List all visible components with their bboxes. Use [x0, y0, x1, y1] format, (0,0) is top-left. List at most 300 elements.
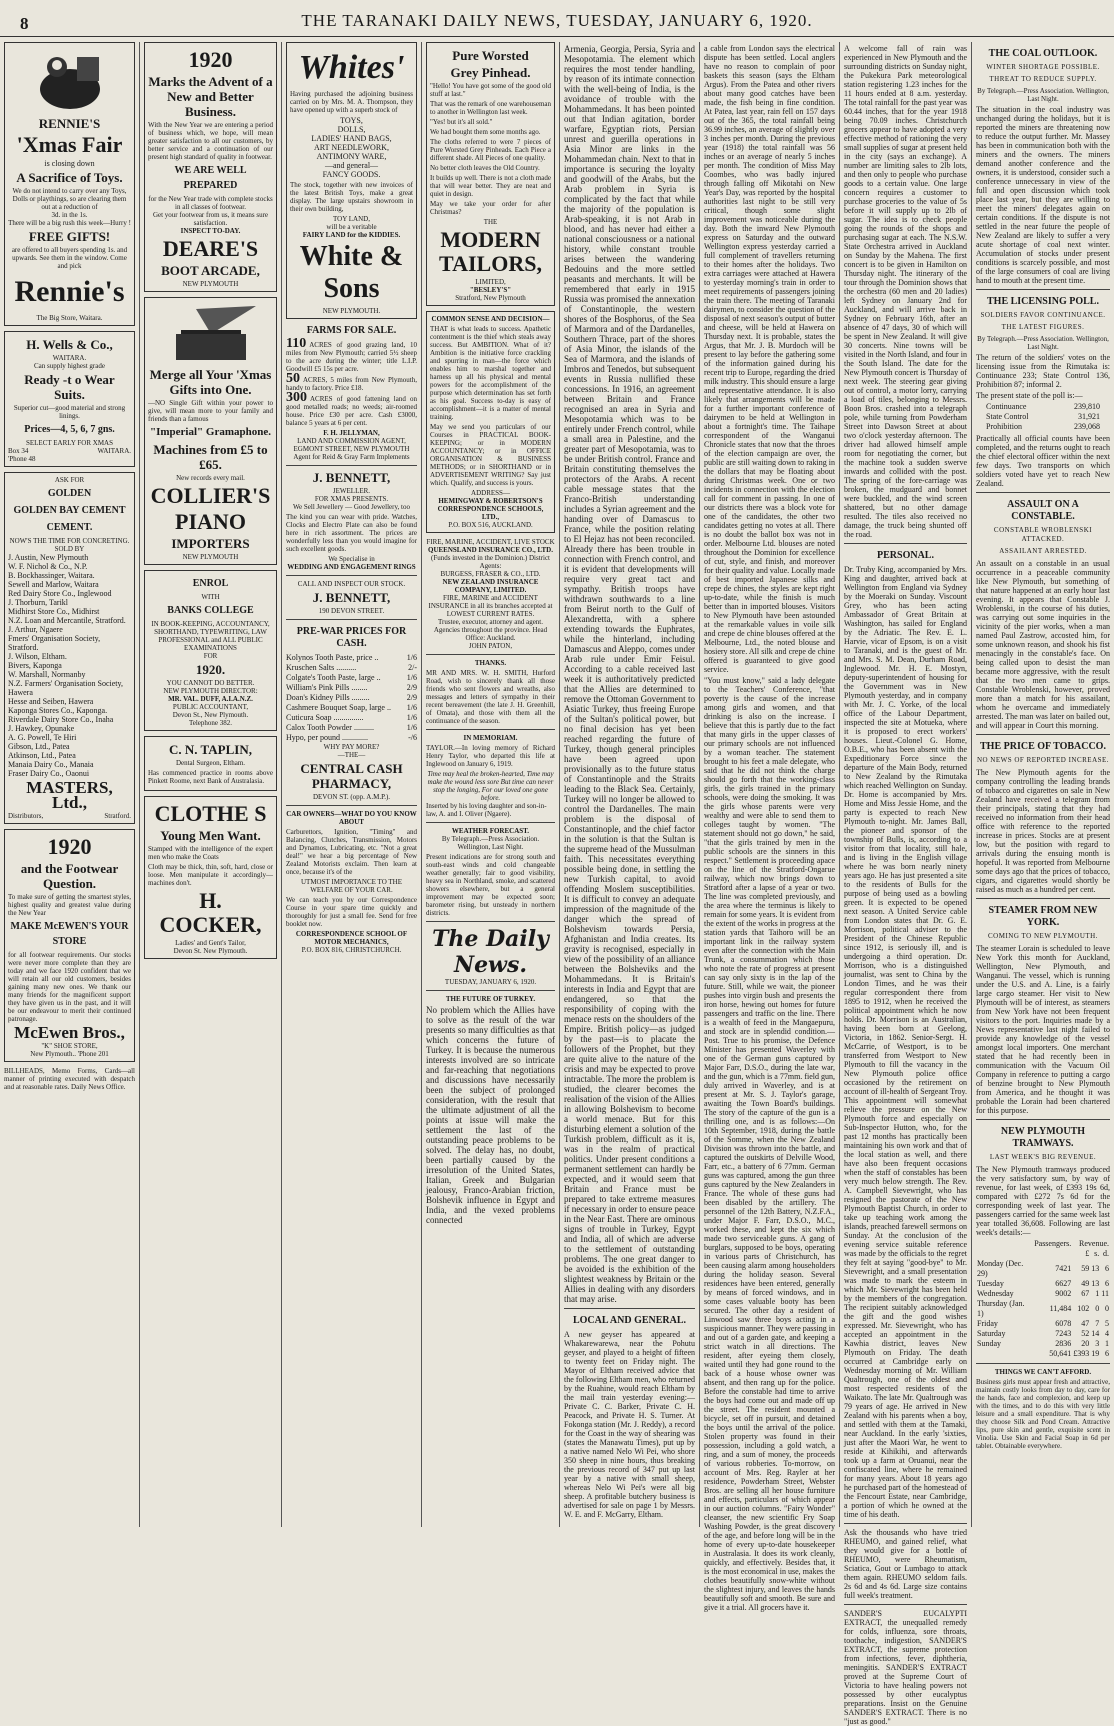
tram-cell: 47: [1081, 1319, 1090, 1328]
poll-body2: Practically all official counts have been completed, and the returns ought to reach the chief electoral officer within the next few days. Two transports on which soldiers voted have yet to reach New Zealand.: [976, 434, 1110, 488]
wells-wt: WAITARA.: [97, 447, 131, 455]
tram-cell: 6078: [1055, 1319, 1072, 1328]
price-value: 1/6: [406, 653, 417, 662]
memoriam-verse: Time may heal the broken-hearted, Time may make the wound less sore But time can never stop the longing, For our loved one gone before.: [427, 770, 554, 802]
insurance-ad: [426, 538, 555, 650]
wells-select: SELECT EARLY FOR XMAS: [25, 439, 113, 447]
cement-stockist: Midhirst Store Co., Midhirst: [8, 607, 100, 616]
motor-imp: UTMOST IMPORTANCE TO THE WELFARE OF YOUR CAR.: [301, 878, 402, 894]
tram-cell: 2836: [1055, 1339, 1072, 1348]
price-item: William's Pink Pills ........: [286, 683, 368, 692]
bennett-body: The kind you can wear with pride. Watches, Clocks and Electro Plate can also be found here in rich assortment. The prices are wonderfully less than you would imagine for such excellent goods.: [286, 513, 417, 553]
price-row: [286, 733, 417, 743]
poll-votes: 31,921: [1078, 412, 1100, 421]
banks-for: FOR: [203, 652, 218, 660]
bennett-role: JEWELLER.: [332, 487, 371, 495]
price-value: 2/9: [406, 683, 417, 692]
mcewen-make: MAKE McEWEN'S YOUR STORE: [10, 921, 129, 947]
price-value: 1/6: [406, 673, 417, 682]
banks-addr: Devon St., New Plymouth.: [172, 711, 249, 719]
cement-stockist: Sewell and Marlow, Waitara: [8, 580, 99, 589]
poll-sub1: SOLDIERS FAVOR CONTINUANCE.: [980, 311, 1106, 319]
cement-stockist: Riverdale Dairy Store Co., Inaha: [8, 715, 114, 724]
banks-enrol: ENROL: [192, 578, 229, 589]
cement-stockist: W. F. Nichol & Co., N.P.: [8, 562, 88, 571]
bennett-name2: J. BENNETT,: [312, 590, 391, 605]
tram-body: The New Plymouth tramways produced the very satisfactory sum, by way of revenue, for last week, of £393 19s 6d, compared with £272 7s 6d for the corresponding week of last year. The passengers carried for the same week last year totalled 36,608. Following are last week's details:—: [976, 1165, 1110, 1237]
tram-row: [976, 1289, 1110, 1299]
personal-heading: PERSONAL.: [877, 550, 934, 561]
bennett-ring: WEDDING AND ENGAGEMENT RINGS: [287, 563, 416, 571]
memoriam-head: IN MEMORIAM.: [463, 734, 518, 742]
cement-ad: [4, 472, 135, 824]
worsted-body7: It builds up well. There is not a cloth made that will wear better. They are neat and quiet in design.: [430, 174, 551, 198]
page-columns: [0, 42, 1114, 1726]
bennett-call: CALL AND INSPECT OUR STOCK.: [297, 580, 406, 588]
poll-row: [976, 412, 1110, 422]
banks-name: MR. VAL. DUFF, A.I.A.N.Z.: [168, 695, 253, 703]
farm-acres: 300: [286, 390, 307, 405]
deare-ad: [144, 42, 277, 292]
wells-name: H. Wells & Co.,: [26, 337, 113, 352]
tram-day: Monday (Dec. 29): [977, 1259, 1024, 1278]
tram-cell: 6: [1105, 1264, 1109, 1273]
common-addr: ADDRESS—: [471, 489, 510, 497]
column-3: [282, 42, 422, 1527]
wells-ad: [4, 331, 135, 467]
coal-heading: THE COAL OUTLOOK.: [988, 48, 1098, 59]
mcewen-sign: "K" SHOE STORE,: [41, 1042, 98, 1050]
prices-brand: CENTRAL CASH PHARMACY,: [300, 761, 403, 791]
insure-l8: JOHN PATON,: [468, 642, 513, 650]
weather-by: By Telegraph.—Press Association. Wellington, Last Night.: [441, 835, 540, 851]
farms-agent: F. H. JELLYMAN,: [323, 429, 380, 437]
motor-school: CORRESPONDENCE SCHOOL OF MOTOR MECHANICS,: [295, 930, 408, 946]
deare-prep: WE ARE WELL PREPARED: [174, 165, 247, 191]
cocker-body2: Cloth may be thick, thin, soft, hard, close or loose. Men manipulate it accordingly—machines don't.: [148, 863, 273, 887]
poll-row: [976, 422, 1110, 432]
memoriam-body: TAYLOR.—In loving memory of Richard Henry Taylor, who departed this life at Inglewood on January 6, 1919.: [426, 744, 555, 768]
tram-cell: 6627: [1055, 1279, 1072, 1288]
coal-body: The situation in the coal industry was unchanged during the holidays, but it is reported the miners are threatening now to reduce the output further. Mr. Massey has been in communication both with the miners and the owners. The miners demand another conference and the owners, it is understood, consider such a conference unnecessary in view of the full and open discussion which took place last year, but they are willing to meet the miners' delegates again on certain conditions. If the dispute is not settled in the near future the people of New Zealand are likely to suffer a very acute shortage of coal next winter. Accumulation of stocks under present conditions is scarcely possible, and most of the large consumers of coal are living hand to mouth at the present time.: [976, 105, 1110, 285]
weather-head: WEATHER FORECAST.: [451, 827, 530, 835]
price-item: Kolynos Tooth Paste, price ..: [286, 653, 379, 662]
cement-stockist: Atkinson, Ltd., Patea: [8, 751, 76, 760]
deare-get: Get your footwear from us, it means sure satisfaction.: [152, 211, 269, 227]
insure-l2: QUEENSLAND INSURANCE CO., LTD.: [428, 546, 553, 554]
worsted-body4: We had bought them some months ago.: [430, 128, 541, 136]
tobacco-body: The New Plymouth agents for the company controlling the leading brands of tobacco and cigarettes on sale in New Zealand have received a telegram from their principals, stating that they had received no information from their head office with reference to the reported increase in prices. Stocks are at present low, but the position with regard to arrivals during the ensuing month is hopeful. It was reported from Melbourne some days ago that the prices of tobacco, cigars, and cigarettes would shortly be raised as much as a hundred per cent.: [976, 768, 1110, 894]
whites-body2: The stock, together with new invoices of the latest British Toys, make a great display. The large upstairs showroom in their own building,: [290, 181, 413, 213]
page-marker: 8: [20, 14, 29, 33]
tram-total-passengers: 50,641: [1049, 1349, 1072, 1358]
assault-sub2: ASSAILANT ARRESTED.: [999, 547, 1087, 555]
cement-strat: Stratford.: [104, 812, 131, 820]
poll-votes: 239,810: [1074, 402, 1100, 411]
tram-sub1: LAST WEEK'S BIG REVENUE.: [989, 1153, 1097, 1161]
cocker-brand: H. COCKER,: [159, 888, 262, 937]
rennie-gifts-body: are offered to all buyers spending 1s. and upwards. See them in the window. Come and pick: [11, 246, 128, 270]
farms-heading: FARMS FOR SALE.: [306, 325, 397, 336]
gramophone-icon: [156, 304, 266, 364]
tram-row: [976, 1259, 1110, 1279]
tobacco-heading: THE PRICE OF TOBACCO.: [980, 741, 1106, 752]
tram-cell: 9002: [1055, 1289, 1072, 1298]
column-7: [840, 42, 972, 1726]
insure-l1: FIRE, MARINE, ACCIDENT, LIVE STOCK: [426, 538, 555, 546]
farm-description: ACRES of good grazing land, 10 miles from New Plymouth; carried 5½ sheep to the acre during the winter; title L.I.P. Goodwill £5 15s per acre.: [286, 341, 417, 373]
tram-col-revenue: Revenue.: [1079, 1239, 1109, 1248]
price-item: Cashmere Bouquet Soap, large ..: [286, 703, 391, 712]
price-list: [286, 653, 417, 743]
price-item: Calox Tooth Powder ..........: [286, 723, 374, 732]
price-row: [286, 673, 417, 683]
turkey-head: THE FUTURE OF TURKEY.: [445, 995, 536, 1003]
banks-body: IN BOOK-KEEPING, ACCOUNTANCY, SHORTHAND, TYPEWRITING, LAW PROFESSIONAL and ALL PUBLIC EXAMINATIONS: [151, 620, 270, 652]
poll-by: By Telegraph.—Press Association. Wellington, Last Night.: [977, 335, 1109, 351]
poll-sub2: THE LATEST FIGURES.: [1001, 323, 1085, 331]
tram-cell: 20: [1081, 1339, 1090, 1348]
tram-day: Thursday (Jan. 1): [977, 1299, 1025, 1318]
collier-mach: Machines from £5 to £65.: [153, 442, 268, 472]
mcewen-year: 1920: [47, 834, 92, 859]
bennett-sell: We Sell Jewellery — Good Jewellery, too: [293, 503, 410, 511]
poll-results: [976, 402, 1110, 432]
tram-cell: 7: [1095, 1319, 1100, 1328]
rennie-price: 3d. in the 1s.: [51, 211, 88, 219]
local-general-heading: LOCAL AND GENERAL.: [572, 1315, 687, 1326]
whites-fairy: FAIRY LAND for the KIDDIES.: [302, 231, 401, 239]
farms-list: [286, 336, 417, 427]
paper-nameplate: The Daily News.: [432, 926, 549, 978]
column-4: [422, 42, 560, 1527]
cocker-sub: Ladies' and Gent's Tailor,: [175, 939, 246, 947]
cement-stockist: A. G. Powell, Te Hiri: [8, 733, 77, 742]
worsted-body2: That was the remark of one warehouseman to another in Wellington last week.: [430, 100, 551, 116]
worsted-body: "Hello! You have got some of the good old stuff at last.": [430, 82, 551, 98]
price-value: 2/-: [408, 663, 417, 672]
thanks-head: THANKS.: [474, 659, 507, 667]
cement-l5: NOW'S THE TIME FOR CONCRETING.: [9, 537, 130, 545]
whites-item: ART NEEDLEWORK,: [314, 143, 389, 152]
poll-option: Continuance: [986, 402, 1027, 411]
billheads-notice: BILLHEADS, Memo Forms, Cards—all manner of printing executed with despatch and at reasonable rates. Daily News Office.: [4, 1067, 135, 1091]
worsted-body5: The cloths referred to were 7 pieces of Pure Worsted Grey Pinheads. Each Piece a different shade. All Pieces of one quality.: [430, 138, 551, 162]
tram-heading: NEW PLYMOUTH TRAMWAYS.: [1000, 1126, 1086, 1149]
price-row: [286, 663, 417, 673]
deare-body: With the New Year we are entering a period of business which, we hope, will mean greater satisfaction to all our customers, by better service and a continuation of our present high standard of quality in footwear.: [148, 121, 273, 161]
mcewen-body: To make sure of getting the smartest styles, highest quality and greatest value during the New Year: [8, 893, 131, 917]
whites-ad: [286, 42, 417, 319]
taplin-name: C. N. TAPLIN,: [169, 742, 252, 757]
tram-col-passengers: Passengers.: [1034, 1239, 1072, 1248]
bennett-for: FOR XMAS PRESENTS.: [314, 495, 389, 503]
thanks-body: MR AND MRS. W. H. SMITH, Hurford Road, wish to sincerely thank all those friends who sent flowers and wreaths, also messages and letters of sympathy in their recent bereavement (the late J. H. Greenhill, of Omata), and those with them all the continuance of the season.: [426, 669, 555, 725]
tram-day: Tuesday: [977, 1279, 1004, 1288]
column-8: [972, 42, 1114, 1527]
insure-l6: FIRE, MARINE and ACCIDENT INSURANCE in all its branches accepted at LOWEST CURRENT RATES.: [428, 594, 553, 618]
tram-day: Sunday: [977, 1339, 1001, 1348]
steamer-sub1: COMING TO NEW PLYMOUTH.: [988, 932, 1098, 940]
price-value: 1/6: [406, 713, 417, 722]
prices-addr: DEVON ST. (opp. A.M.P.).: [312, 793, 391, 801]
cocker-l2: Young Men Want.: [160, 828, 261, 843]
steamer-heading: STEAMER FROM NEW YORK.: [988, 905, 1098, 928]
worsted-ad: [426, 42, 555, 306]
local-notes-2: "You must know," said a lady delegate to the Teachers' Conference, "that poverty is the cause of the increase among girls and women, and that drinking is also on the increase. I believe that this is partly due to the fact that many girls in the upper classes of our primary schools are not influenced by a woman teacher. The statement brought to his feet a male delegate, who said that he did not think the charge should go forth that the working-class girls, the girls trained in the primary schools, were doing the smoking. It was the girls whose parents were very wealthy and were able to send them to colleges taught by women. "The statement should not go down," he said, "that the girls trained by men in the public schools are the sinners in this respect." Settlement is proceeding apace on the line of the Stratford-Ongarue railway, which now brings down to Stratford after a lapse of a year or two. The line was completed previously, and the area where the terminus is likely to remain for some years. It is evident from the extent of the works in progress at the station yards that Taihoro will be an important link in the railway system even after the connection with the Main Trunk, a consummation which those who note the rate of progress at present can say only sixty is in the lap of the future. Still, while we wait, the pioneer pushes into virgin bush and presents the iron horse, hewing out homes for future passengers and traffic on the line. There is a wealth of feed in the Mangaepuru, and stock are in splendid condition.—Post. True to his promise, the Defence Minister has presented Waverley with one of the German guns captured by Major Farr, D.S.O., during the late war, and the gun, which is a 77mm. field gun, duly arrived in Waverley, and is at present at Mr. S. J. Taylor's garage, awaiting the Town Board's buildings. The story of the capture of the gun is a thrilling one, and is as follows:—On 10th September, 1918, during the battle of the Somme, when the New Zealand Division was thrown into the battle, and captured the outskirts of Delville Wood, Farr, etc., a battery of 6 77mm. German guns was captured, among the gun three guns captured by the New Zealanders in France. The whole of these guns had been disabled by the artillery. The personnel of the 12th Battery, N.Z.F.A., under Major F. Farr, D.S.O., M.C., worked these, and kept the six which made two serviceable guns. A gang of burglars, supposed to be boys, operating in various parts of Christchurch, has been causing alarm among householders during the holiday season. Several residences have been entered, generally by means of forced windows, and in some cases valuable booty has been secured. The other day a resident of Linwood saw three boys acting in a suspicious manner. They were passing in and out of a garden gate, and keeping a strict watch in all directions. The resident, after eyeing them closely, waited until they had gone round to the back of a house whose owner was absent, and then rang up for the police. Before the constable had time to arrive the boys had come out and made off up the street. The resident mounted a bicycle, set off in pursuit, and detained the boys until the arrival of the police. Stolen property was found in their possession, including a gold watch, a ring, and a sum of money, the proceeds of various robberies. To-morrow, on account of Mrs. Reg. Rayler at her residence, Powderham Street, Webster Bros. are selling all her house furniture and effects, particulars of which appear in our auction columns. "Fairy Wonder" cleanser, the new scientific Fry Soap Washing Powder, is the great discovery of the age, and before long will be in the home of every up-to-date housekeeper in Australasia. It does its work cleanly, quickly, and effectively. Besides that, it is the most economical in use, makes the clothes beautifully snow-white without the slightest injury, and leaves the hands beautifully soft and smooth. Be sure and give it a trial. All grocers have it.: [704, 676, 835, 1612]
cocker-ad: [144, 796, 277, 959]
tram-cell: 13: [1091, 1264, 1100, 1273]
banks-college: BANKS COLLEGE: [167, 605, 254, 616]
collier-imp: "Imperial" Gramaphone.: [150, 426, 271, 438]
prices-why: WHY PAY MORE?: [323, 743, 380, 751]
cement-l4: CEMENT.: [46, 522, 93, 533]
tram-cell: 13: [1091, 1279, 1100, 1288]
prices-heading: PRE-WAR PRICES FOR CASH.: [296, 626, 407, 649]
deare-year: 1920: [188, 47, 233, 72]
assault-heading: ASSAULT ON A CONSTABLE.: [1007, 499, 1079, 522]
weather-body: Present indications are for strong south and south-east winds and cold changeable weather generally; fair to good visibility, heavy sea in Northland, smoke, and scattered showers elsewhere, but a general improvement may be expected soon; barometer rising, but unsteady in northern districts.: [426, 853, 555, 917]
wells-town: WAITARA.: [52, 354, 87, 362]
prices-the: —THE—: [337, 751, 366, 759]
poll-option: State Control: [986, 412, 1029, 421]
price-value: -/6: [408, 733, 417, 742]
column-2: [140, 42, 282, 1527]
cement-stockist: Fraser Dairy Co., Oaonui: [8, 769, 90, 778]
cement-l1: ASK FOR: [54, 476, 85, 484]
tram-cell: 1: [1095, 1289, 1100, 1298]
poll-body: The return of the soldiers' votes on the licensing issue from the Rimutaka is: Continuance 233; State Control 136, Prohibition 87; informal 2.: [976, 353, 1110, 389]
wells-box: Box 34: [8, 447, 29, 455]
worsted-l2: Grey Pinhead.: [450, 65, 531, 80]
common-head: COMMON SENSE AND DECISION—: [431, 315, 550, 323]
cement-stockist: B. Bockhassinger, Waitara.: [8, 571, 95, 580]
cement-l2: GOLDEN: [47, 488, 92, 499]
cement-stockist: Red Dairy Store Co., Inglewood: [8, 589, 112, 598]
cocker-l1: CLOTHE S: [154, 801, 267, 826]
banks-cant: YOU CANNOT DO BETTER.: [166, 679, 255, 687]
tram-cell: 0: [1105, 1304, 1109, 1313]
wells-phone: 'Phone 48: [8, 455, 36, 463]
poll-row: [976, 402, 1110, 412]
steamer-body: The steamer Lorain is scheduled to leave New York this month for Auckland, Wellington, New Plymouth, and Wanganui. The vessel, which is running under the U.S. and A. Line, is a fairly large cargo steamer. Her visit to New Plymouth will be of interest, as steamers from New York have not been frequent visitors to the port. Inquiries made by a News representative last night failed to provide any knowledge of the vessel amongst local importers. One merchant stated that he had recently been in communication with the Vacuum Oil Company in reference to putting a cargo of benzine brought to New Plymouth from America, and he thought it was probable the Lorain had been chartered for this purpose.: [976, 944, 1110, 1115]
tram-cell: 1: [1105, 1339, 1109, 1348]
cement-stockist: J. Arthur, Ngaere: [8, 625, 63, 634]
farm-description: ACRES, 5 miles from New Plymouth, handy to factory. Price £18.: [286, 376, 417, 392]
farms-agent3: Agent for Reid & Gray Farm Implements: [293, 453, 410, 461]
banks-with: WITH: [201, 593, 220, 601]
tram-cell: 4: [1105, 1329, 1109, 1338]
price-row: [286, 693, 417, 703]
cement-stockist: Hesse and Seiben, Hawera: [8, 697, 94, 706]
worsted-body3: "Yes! but it's all sold.": [430, 118, 493, 126]
tram-cell: 7421: [1055, 1264, 1072, 1273]
rennie-body2: There will be a big rush this week—Hurry !: [8, 219, 131, 227]
taplin-body: Has commenced practice in rooms above Pinkett Roome, next Bank of Australasia.: [148, 769, 273, 785]
paper-date: TUESDAY, JANUARY 6, 1920.: [444, 978, 537, 986]
common-sense-ad: [426, 311, 555, 533]
insure-l5: NEW ZEALAND INSURANCE COMPANY, LIMITED.: [442, 578, 539, 594]
cement-dist: Distributors,: [8, 812, 44, 820]
mcewen-addr: New Plymouth.. 'Phone 201: [30, 1050, 109, 1058]
rennie-sacrifice: A Sacrifice of Toys.: [16, 170, 123, 185]
local-notes-3: A welcome fall of rain was experienced in New Plymouth and the surrounding districts on Sunday night, the Pukekura Park meteorological station registering 1.23 inches for the 11 hours ended at 8 a.m. yesterday. The total rainfall for the past year was 60.44 inches, that for the year 1918 being 70.09 inches. Christchurch grocers appear to have adopted a very effective method of rationing the very small supplies of sugar at present held in the city (says an exchange). A number are limiting sales to 2lb lots, and then only to people who purchase goods to a certain value. One large concern requires a customer to purchase groceries to the value of 5s before it will supply up to 2lb of sugar. The idea is to check people going the rounds of the shops and purchasing sugar at each. The N.S.W. State Orchestra arrived in Auckland on Sunday by the Mahena. The first concert is to be given in Hamilton on Thursday night. The itinerary of the tour through the Dominion shows that the orchestra (60 men and 20 ladies) left Sydney on January 2nd for Auckland, and will arrive back in Sydney on February 16th, after an absence of 47 days, 30 of which will be spent in New Zealand. It will give 30 concerts. Nine towns will be visited in the North Island, and four in the South Island. The date for the New Plymouth concert is Thursday of next week. The steering gear giving out of control, a motor lorry, carrying a load of tiles, belonging to Messrs. Boon Bros. crashed into a telegraph pole, while turning from Powderham Street into Dawson Street at about two o'clock yesterday afternoon. The driver had allowed himself ample room for negotiating the corner, but the machine took a sudden swerve inwards and collided with the post. The spring of the fore-carriage was broken, the mudguard and bonnet were buckled, and the wind screen shattered, but no other damage resulted. The tiles also received no damage, the truck being shunted off the road.: [844, 44, 967, 539]
bennett-addr: 190 DEVON STREET.: [318, 607, 385, 615]
coal-by: By Telegraph.—Press Association. Wellington, Last Night.: [977, 87, 1109, 103]
tram-total-shillings: 19: [1091, 1349, 1100, 1358]
collier-brand: COLLIER'S: [150, 483, 271, 508]
collier-body: —NO Single Gift within your power to give, will mean more to your family and friends than a famous: [148, 399, 273, 423]
price-row: [286, 713, 417, 723]
collier-l1: Merge all Your 'Xmas Gifts into One.: [149, 367, 272, 397]
column-5: [560, 42, 700, 1527]
tram-cell: 67: [1081, 1289, 1090, 1298]
rennie-brand: Rennie's: [14, 275, 125, 308]
column-1: [0, 42, 140, 1527]
worsted-ltd: LIMITED,: [475, 278, 506, 286]
whites-item: ANTIMONY WARE,: [316, 152, 387, 161]
masthead-title: THE TARANAKI DAILY NEWS, TUESDAY, JANUARY 6, 1920.: [301, 11, 813, 30]
motor-body: Carburettors, Ignition, "Timing" and Balancing, Clutches, Transmission, Motors and Dynamos, Lubricating, etc. "Not a great deal!" we hear a big percentage of New Zealand Motorists exclaim. Then learn at once, because it's of the: [286, 828, 417, 876]
tram-row: [976, 1279, 1110, 1289]
wells-l1: Can supply highest grade: [34, 362, 105, 370]
common-body2: May we send you particulars of our Courses in PRACTICAL BOOK-KEEPING; or in MODERN ACCOUNTANCY; or in OFFICE ORGANISATION & BUSINESS METHODS; or in SHORTHAND or in ADVERTISEMENT WRITING? Say just which. Qualify, and success is yours.: [430, 423, 551, 487]
whites-body: Having purchased the adjoining business carried on by Mrs. M. A. Thompson, they have opened up with a superb stock of: [290, 90, 413, 114]
things-body: Business girls must appear fresh and attractive, maintain costly looks from day to day, care for the hands, face and complexion, and keep up with the times, and to do this with very little leisure and a small expenditure. That is why they choose Silk and Pond Cream. Attractive lips, pure skin and gentle, exquisite scent in Vinolia. Use Skin and Facial Soap in 6d per tablet. Obtainable everywhere.: [976, 1378, 1110, 1450]
cement-stockist: N.Z. Farmers' Organisation Society, Hawera: [8, 679, 123, 697]
cement-stockist: J. Thorburn, Tarikl: [8, 598, 69, 607]
tram-cell: 0: [1095, 1304, 1100, 1313]
collier-importers: IMPORTERS: [171, 536, 250, 551]
rennie-heading: RENNIE'S: [38, 116, 101, 131]
whites-brand: Whites': [298, 49, 405, 86]
rennie-body: We do not intend to carry over any Toys, Dolls or playthings, so are clearing them out at a reduction of: [12, 187, 127, 211]
cement-stockist: Manaia Dairy Co., Manaia: [8, 760, 94, 769]
collier-rec: New records every mail.: [176, 474, 245, 482]
tram-cell: 11: [1101, 1289, 1109, 1298]
taplin-ad: [144, 736, 277, 791]
whites-item-list: [290, 116, 413, 179]
farm-acres: 110: [286, 336, 307, 351]
tram-cell: 7243: [1055, 1329, 1072, 1338]
tram-unit-pence: d.: [1103, 1249, 1109, 1258]
cement-stockist: J. Hawkey, Opunake: [8, 724, 75, 733]
motor-body2: We can teach you by our Correspondence Course in your spare time quickly and thoroughly for just a small fee. Send for free booklet now.: [286, 896, 417, 928]
farm-acres: 50: [286, 371, 300, 386]
tobacco-sub1: NO NEWS OF REPORTED INCREASE.: [976, 756, 1110, 764]
banks-dir: NEW PLYMOUTH DIRECTOR:: [163, 687, 258, 695]
tram-cell: 59: [1081, 1264, 1090, 1273]
farm-description: ACRES of good fattening land on good metalled roads; no weeds; air-roomed house. Price £30 per acre. Cash £3000, balance 5 years at 6 per cent.: [286, 395, 417, 427]
deare-inspect: INSPECT TO-DAY.: [180, 227, 241, 235]
tram-cell: 5: [1105, 1319, 1109, 1328]
wells-prices: Prices—4, 5, 6, 7 gns.: [24, 424, 115, 435]
motor-box: P.O. BOX 816, CHRISTCHURCH.: [301, 946, 402, 954]
whites-toy: TOY LAND,: [333, 215, 370, 223]
cement-stockist: Bivers, Kaponga: [8, 661, 62, 670]
poll-heading: THE LICENSING POLL.: [987, 296, 1099, 307]
tram-cell: 102: [1077, 1304, 1090, 1313]
tram-cell: 52: [1081, 1329, 1090, 1338]
tram-day: Wednesday: [977, 1289, 1014, 1298]
worsted-l1: Pure Worsted: [452, 48, 529, 63]
rennie-status: is closing down: [44, 159, 95, 168]
price-row: [286, 683, 417, 693]
common-school: HEMINGWAY & ROBERTSON'S CORRESPONDENCE SCHOOLS, LTD.,: [437, 497, 544, 521]
sanders-notice: SANDER'S EUCALYPTI EXTRACT, the unequalled remedy for colds, influenza, sore throats, toothache, indigestion, SANDER'S EXTRACT, the supreme protection from infections, fever, diphtheria, meningitis. SANDER'S EXTRACT proved at the Supreme Court of Victoria to have healing powers not possessed by other eucalyptus preparations. Insist on the Genuine SANDER'S EXTRACT. There is no "just as good.": [844, 1609, 967, 1726]
tram-row: [976, 1329, 1110, 1339]
rennie-foot: The Big Store, Waitara.: [36, 314, 103, 322]
worsted-body6: No better cloth leaves the Old Country.: [430, 164, 540, 172]
insure-l4: BURGESS, FRASER & CO., LTD.: [440, 570, 541, 578]
local-general-body: A new geyser has appeared at Whakarewarewa, near the Pohutu geyser, and played to a height of fifteen to twenty feet on Friday night. The Mayor of Eltham received advice that the following Eltham men, who returned by the Ruahine, would reach Eltham by the mail train yesterday evening:—Private C. C. Barker, Private C. H. Peacock, and Private H. S. Turner. At Fokonga station (Mr. J. Reddy), a record for the Coast in the way of shearing was (states the Manawatu Times), put up by a native named Nelo Wi Pei, who shore 350 sheep in nine hours, thus breaking the previous record of 347 put up last year by a native with small sheep, whereas Nelo Wi Pei's were all big sheep. A profitable butchery business is advertised for sale on page 1 by Messrs. W. E. and F. McGarry, Eltham.: [564, 1330, 695, 1519]
worsted-besley: "BESLEY'S": [469, 286, 512, 294]
tram-day: Saturday: [977, 1329, 1006, 1338]
insure-l3: (Funds invested in the Dominion.) District Agents:: [431, 554, 550, 570]
poll-votes: 239,068: [1074, 422, 1100, 431]
rennie-ad: [4, 42, 135, 326]
deare-body2: for the New Year trade with complete stocks in all classes of footwear.: [148, 195, 273, 211]
tram-row: [976, 1339, 1110, 1349]
cement-stockist: J. Austin, New Plymouth: [8, 553, 89, 562]
tram-unit-pounds: £: [1085, 1249, 1090, 1258]
price-value: 1/6: [406, 703, 417, 712]
cement-masters: MASTERS, Ltd.,: [26, 778, 113, 812]
banks-acc: PUBLIC ACCOUNTANT,: [172, 703, 249, 711]
rennie-title: 'Xmas Fair: [16, 132, 123, 157]
insure-l7: Trustee, executor, attorney and agent. Agencies throughout the province. Head Office: Auckland.: [433, 618, 548, 642]
worsted-brand: MODERN TAILORS,: [439, 227, 542, 276]
taplin-role: Dental Surgeon, Eltham.: [175, 759, 246, 767]
worsted-body8: May we take your order for after Christmas?: [430, 200, 551, 216]
farms-agent2: LAND AND COMMISSION AGENT, EGMONT STREET, NEW PLYMOUTH: [293, 437, 410, 453]
santa-sack-icon: [27, 49, 113, 113]
price-value: 2/9: [406, 693, 417, 702]
tram-row: [976, 1319, 1110, 1329]
whites-item: DOLLS,: [337, 125, 366, 134]
cocker-body: Stamped with the intelligence of the expert men who make the Coats: [148, 845, 273, 861]
turkey-continued: Armenia, Georgia, Persia, Syria and Mesopotamia. The element which requires the most tender handling, by reason of its intimate connection with the well-being of India, is the avoidance of trouble with the Mohammedans. It has been pointed out that Indian agitation, border warfare, Egyptian riots, Persian unrest and guerilla operations in Asia Minor are links in the Mohammedan chain. Next to that in importance is securing the loyalty and goodwill of the Arabs, but the Arab problem in Syria is complicated by the fact that while the majority of the population is Arab-speaking, it is not Arab in blood, and has never had either a national consciousness or a national history, while constant trouble arises between the wandering Bedouins and the more settled peasants and merchants. It will be remembered that early in 1915 Russia was promised the annexation of Constantinople, the western shores of the Bosphorus, of the Sea of Marmora and of the Dardanelles, Southern Thrace, part of the shores of Asia Minor, the islands of the Sea of Marmora, and the islands of Imbros and Tenedos, but subsequent events in Russia nullified these concessions. In 1916, an agreement between Britain and France recognised an area in Syria and Mesopotamia which was to be entirely under French control, while a small area in Palestine, and the greater part of Mesopotamia, was to be under British control. France and Britain constituting themselves the protectors of the Arabs. A recent cable message states that the Franco-British understanding includes a Syrian agreement and the handing over of Damascus to France, while the position relating to El Hejaz has not been reconciled. Already there has been trouble in connection with French control, and it is evident that developments will require very great tact and sympathy. British troops have withdrawn southwards to a line from Beirut north to the Gulf of Alexandretta, with a sphere extending towards the Euphrates, while the hinterland, including Damascus and Aleppo, comes under Arab rule under Emir Feisul. According to a cable received last week it is authoritatively predicted that the Allies are determined to remove the Ottoman Government to Asiatic Turkey, thus freeing Europe of the Sultan's political power, but no final decision has yet been reached regarding the future of Turkey, though general principles have been agreed upon provisionally as to the future status of Constantinople and the Straits leading to the Black Sea. Certainly, Turkey will no longer be allowed to control the Dardanelles. The main problem is the disposal of Constantinople, and the chief factor in the solution is that the Sultan is the supreme head of the Mussulman faith. This necessitates everything possible being done, in settling the new Turkish capital, to avoid offending Moslem susceptibilities. It is difficult to convey an adequate impression of the magnitude of the danger which the spread of Bolshevism towards Persia, Afghanistan and India creates. Its gravity is recognised, especially in view of the possibility of an alliance between the Bolsheviks and the Mohammedans. It is Britain's interests in India and Egypt that are endangered, so that the responsibility of coping with the menace rests on the shoulders of the Empire. British policy—as judged by the past—is to placate the followers of the Prophet, but they are quite alive to the nature of the crisis and may be expected to prove intractable. The more the problem is studied, the clearer becomes the realisation of the vision of the Allies in allowing Bolshevism to become a world menace. But for this disturbing element a solution of the Turkish problem, difficult as it is, was in the realm of practical politics. Under present conditions a permanent settlement can hardly be expected, and it would seem that Britain and France must be prepared to take extreme measures if necessary in order to ensure peace in the Near East. There are ominous signs of trouble in Turkey, Egypt and India, all of which are adverse to the settlement of outstanding problems. The one great danger to be avoided is the exhibition of the slightest weakness by Britain or the Allies in dealing with any disorders that may arise.: [564, 44, 695, 1304]
whites-item: LADIES' HAND BAGS,: [311, 134, 392, 143]
price-item: Cuticura Soap ...............: [286, 713, 364, 722]
cement-stockist-list: [8, 553, 131, 778]
tram-cell: 3: [1095, 1339, 1100, 1348]
cement-stockist: N.Z. Loan and Mercantile, Stratford.: [8, 616, 126, 625]
cocker-addr: Devon St. New Plymouth.: [173, 947, 248, 955]
bennett-spec: We Specialise in: [328, 555, 375, 563]
collier-town: NEW PLYMOUTH: [182, 553, 239, 561]
tram-cell: 6: [1105, 1279, 1109, 1288]
price-value: 1/6: [406, 723, 417, 732]
banks-ad: [144, 570, 277, 731]
price-item: Hypo, per pound .............: [286, 733, 368, 742]
common-body: THAT is what leads to success. Apathetic contentment is the thief which steals away success. But AMBITION. What of it? Ambition is the initiative force crackling and spurring in man—the force which enables him to marshal together and harness up all his physical and mental powers for the accomplishment of the purpose which determination has set forth as his goal. Success to-day is easy of accomplishment—it is a matter of mental training.: [430, 325, 551, 421]
tram-total-pence: 6: [1105, 1349, 1109, 1358]
local-notes-1: a cable from London says the electrical dispute has been settled. Local anglers have no reason to complain of poor baskets this season (says the Eltham Argus). From the Patea and other rivers about many good catches have been made, the fish being in fine condition. At Patea, last year, rain fell on 157 days out of the 365, the total rainfall being 36.99 inches, an average of slightly over 3 inches per month. During the previous year (1918) the total rainfall was 56 inches or an average of nearly 5 inches per month. The condition of Miss May Coombes, who was badly injured through falling off Mikotahi on New Year's Day, was reported by the hospital authorities last night to be still very critical, though some slight improvement was noticeable during the day. Both the inward New Plymouth express on Saturday and the outward Wellington express yesterday carried a full complement of travellers returning to their homes after the holidays. Two extra carriages were attached at Hawera to yesterday morning's train in order to meet requirements of passengers joining the train there. The meeting of Taranaki dairymen, to consider the question of the disposal of next season's output of butter and cheese, will be held at Hawera on Thursday next. It is probable, states the Argus, that Mr. J. B. Murdoch will be present to lay before the gathering some of the information gained during his recent trip to Europe, regarding the dried milk industry. This should ensure a large and representative attendance. It is also likely that arrangements will be made for a further important conference of dairymen to be held at Wellington in about a fortnight's time. The Taihape correspondent of the Wanganui Chronicle states that now that the throes of the election campaign are over, the public are still waiting down to raking in the dollars that may be floating about during Christmas week. One or two incidents in connection with the election call for comment in passing. In one of our districts there was a block vote for one of the candidates, the other two candidates getting no votes at all. There is no doubt the ballot box was not in order. Melbourne Ltd. blouses are noted throughout the Dominion for excellence of cut, style, and finish, and moreover for their quality and value. Locally made of best imported Japanese silks and crepe de chines, the styles are kept right up-to-date, while the finish is much better than in imported blouses. Visitors to New Plymouth have been astounded at the remarkable values in voile silk and crepe de chine blouses offered at the Melbourne, Ltd., the noted blouse and hosiery store. All silk and crepe de chine offered is guaranteed to give good service.: [704, 44, 835, 674]
banks-year: 1920.: [195, 662, 226, 677]
cement-stockist: Fmers' Organisation Society, Stratford.: [8, 634, 101, 652]
motor-head: CAR OWNERS—WHAT DO YOU KNOW ABOUT: [286, 810, 417, 826]
assault-sub1: CONSTABLE WROBLENSKI ATTACKED.: [993, 526, 1093, 543]
price-item: Kruschen Salts ..........: [286, 663, 357, 672]
assault-body: An assault on a constable in an usual occurrence in a peaceable community like New Plymouth, but something of that nature happened at an early hour last evening. It appears that Constable J. Wroblenski, in the course of his duties, was carrying out some inquiries in the vicinity of the pier works, when a man named Paul Zastrow, accosted him, for some unknown reason, and shook his fist menacingly in the constable's face. On being called upon to desist the man became more aggressive, with the result that the two men came to grips. Constable Wroblenski, however, proved more than a match for his assailant, whom he overcame and immediately arrested. The man was later on bailed out, and will appear in Court this morning.: [976, 559, 1110, 730]
mcewen-body2: for all footwear requirements. Our stocks were never more complete than they are today and we face 1920 confident that we will retain all our old customers, besides gaining many new ones. We thank our many friends for the magnificent support they have given us in the past, and it will be our endeavour to merit their continued patronage.: [8, 951, 131, 1023]
worsted-town: Stratford, New Plymouth: [455, 294, 526, 302]
deare-l1: Marks the Advent of a New and Better Business.: [148, 74, 273, 119]
tram-row: [976, 1299, 1110, 1319]
poll-state: The present state of the poll is:—: [976, 391, 1083, 400]
farm-listing: [286, 336, 417, 373]
